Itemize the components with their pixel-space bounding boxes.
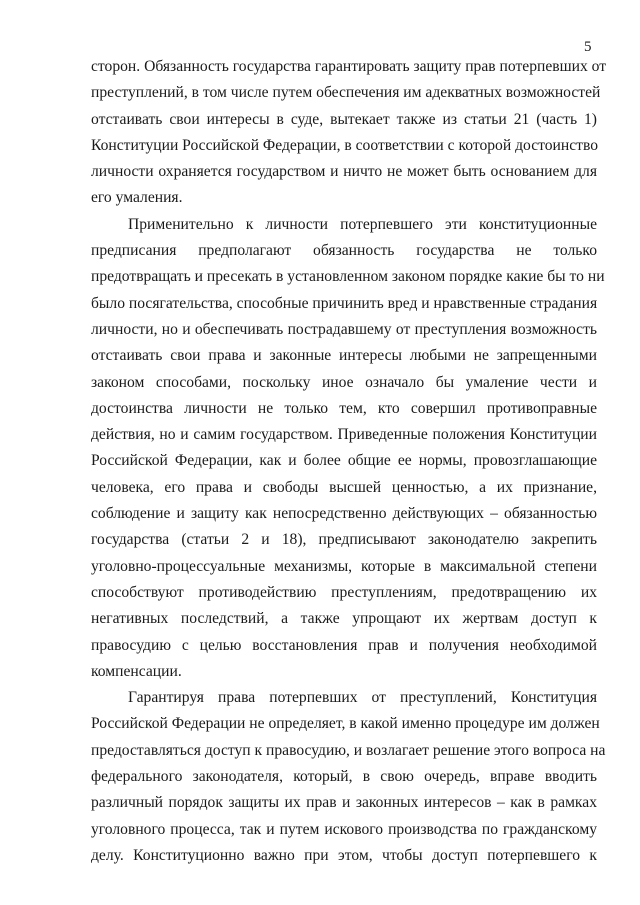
paragraph-3 [91,685,606,869]
text-line: сторон. Обязанность государства гарантировать защиту прав потерпевших от [91,58,607,75]
text-line: компенсации. [91,662,182,680]
text-line: соблюдение и защиту как непосредственно действующих – обязанностью [91,505,597,523]
text-line: правосудию с целью восстановления прав и получения необходимой [91,636,597,654]
text-line: человека, его права и свободы высшей ценностью, а их признание, [91,478,597,496]
text-line: уголовно-процессуальные механизмы, которые в максимальной степени [91,557,597,575]
text-line: предоставляться доступ к правосудию, и возлагает решение этого вопроса на [91,741,606,759]
text-line: достоинства личности не только тем, кто совершил противоправные [91,399,597,417]
text-line: Российской Федерации не определяет, в какой именно процедуре им должен [91,715,600,733]
text-line: Российской Федерации, как и более общие ее нормы, провозглашающие [91,452,597,470]
text-line: федерального законодателя, который, в свою очередь, вправе вводить [91,768,597,786]
text-line: предписания предполагают обязанность государства не только [91,242,597,260]
text-line: Гарантируя права потерпевших от преступлений, Конституция [128,689,597,707]
text-line: Применительно к личности потерпевшего эти конституционные [128,215,597,233]
paragraph-1 [91,54,607,212]
text-line: преступлений, в том числе путем обеспечения им адекватных возможностей [91,84,601,102]
text-line: его умаления. [91,189,183,207]
page-number: 5 [584,39,592,55]
text-line: отстаивать свои права и законные интересы любыми не запрещенными [91,347,597,365]
text-line: было посягательства, способные причинить вред и нравственные страдания [91,294,598,312]
text-line: делу. Конституционно важно при этом, чтобы доступ потерпевшего к [91,846,597,864]
text-line: Конституции Российской Федерации, в соответствии с которой достоинство [91,136,599,154]
text-line: законом способами, поскольку иное означало бы умаление чести и [91,373,597,391]
text-line: личности, но и обеспечивать пострадавшему от преступления возможность [91,320,597,338]
text-line: личности охраняется государством и ничто не может быть основанием для [91,163,597,181]
text-line: уголовного процесса, так и путем искового производства по гражданскому [91,820,597,838]
text-line: различный порядок защиты их прав и законных интересов – как в рамках [91,794,597,812]
text-line: действия, но и самим государством. Приведенные положения Конституции [91,426,597,444]
text-line: предотвращать и пресекать в установленном законом порядке какие бы то ни [91,268,605,286]
text-line: негативных последствий, а также упрощают их жертвам доступ к [91,610,597,628]
text-line: отстаивать свои интересы в суде, вытекает также из статьи 21 (часть 1) [91,110,597,128]
paragraph-2 [91,212,605,685]
document-body [91,54,607,869]
text-line: государства (статьи 2 и 18), предписывают законодателю закрепить [91,531,597,549]
text-line: способствуют противодействию преступлениям, предотвращению их [91,583,597,601]
